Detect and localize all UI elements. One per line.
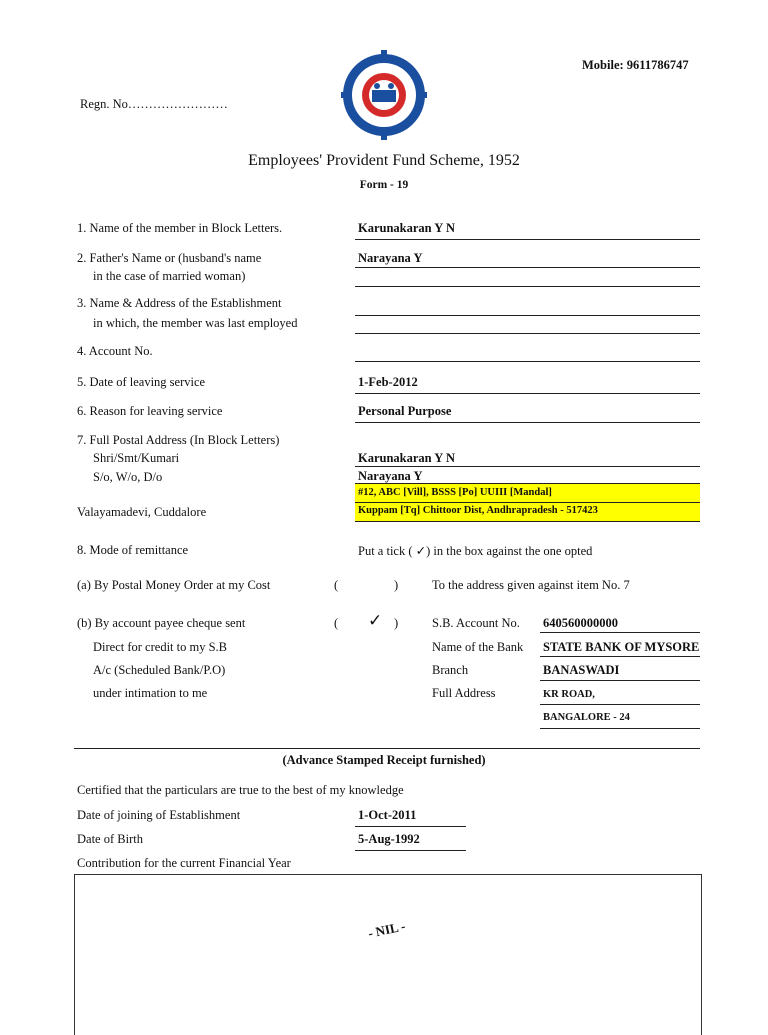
q7-underline-3 — [355, 502, 700, 503]
full-address-underline-1 — [540, 704, 700, 705]
q1-label: 1. Name of the member in Block Letters. — [77, 221, 283, 235]
q1-underline — [355, 239, 700, 240]
option-b-label-1: (b) By account payee cheque sent — [77, 616, 246, 630]
q7-relation: Narayana Y — [358, 469, 423, 483]
q2-underline-2 — [355, 286, 700, 287]
option-a-label: (a) By Postal Money Order at my Cost — [77, 578, 271, 592]
q2-underline-1 — [355, 267, 700, 268]
branch-underline — [540, 680, 700, 681]
q6-label: 6. Reason for leaving service — [77, 404, 223, 418]
bank-name-value: STATE BANK OF MYSORE — [543, 640, 700, 654]
dob-value: 5-Aug-1992 — [358, 832, 420, 846]
q7-address-line-1: #12, ABC [Vill], BSSS [Po] UUIII [Mandal] — [358, 487, 552, 498]
q1-value: Karunakaran Y N — [358, 221, 456, 235]
nil-text: - NIL - — [366, 918, 407, 941]
sb-account-label: S.B. Account No. — [432, 616, 520, 630]
dob-label: Date of Birth — [77, 832, 143, 846]
form-title: Employees' Provident Fund Scheme, 1952 — [248, 152, 520, 169]
registration-number: Regn. No…………………… — [80, 97, 228, 111]
doj-label: Date of joining of Establishment — [77, 808, 241, 822]
q3-underline-2 — [355, 333, 700, 334]
option-b-paren-open: ( — [334, 616, 339, 630]
option-a-paren-close: ) — [394, 578, 399, 592]
q2-label-1: 2. Father's Name or (husband's name — [77, 251, 262, 265]
q4-underline — [355, 361, 700, 362]
bank-name-underline — [540, 656, 700, 657]
certification-text: Certified that the particulars are true to the best of my knowledge — [77, 783, 404, 797]
option-a-checkbox[interactable] — [342, 576, 392, 594]
q8-label: 8. Mode of remittance — [77, 543, 189, 557]
q5-label: 5. Date of leaving service — [77, 375, 206, 389]
q7-name: Karunakaran Y N — [358, 451, 456, 465]
branch-value: BANASWADI — [543, 663, 620, 677]
full-address-value-1: KR ROAD, — [543, 689, 595, 700]
sb-account-underline — [540, 632, 700, 633]
q7-label-3: S/o, W/o, D/o — [93, 470, 163, 484]
mobile-number: Mobile: 9611786747 — [582, 58, 689, 72]
q2-value: Narayana Y — [358, 251, 423, 265]
contribution-box — [74, 874, 702, 1035]
q2-label-2: in the case of married woman) — [93, 269, 246, 283]
option-a-note: To the address given against item No. 7 — [432, 578, 630, 592]
dob-underline — [355, 850, 466, 851]
option-b-label-3: A/c (Scheduled Bank/P.O) — [93, 663, 226, 677]
epf-logo-icon — [341, 50, 427, 140]
q3-underline-1 — [355, 315, 700, 316]
q7-label-4: Valayamadevi, Cuddalore — [77, 505, 207, 519]
q5-value: 1-Feb-2012 — [358, 375, 418, 389]
form-number: Form - 19 — [359, 179, 409, 191]
q7-address-line-2: Kuppam [Tq] Chittoor Dist, Andhrapradesh - 517423 — [358, 505, 598, 516]
option-b-label-2: Direct for credit to my S.B — [93, 640, 227, 654]
sb-account-value: 640560000000 — [543, 616, 618, 630]
q6-value: Personal Purpose — [358, 404, 452, 418]
option-b-paren-close: ) — [394, 616, 399, 630]
doj-value: 1-Oct-2011 — [358, 808, 417, 822]
q7-underline-1 — [355, 466, 700, 467]
doj-underline — [355, 826, 466, 827]
receipt-note: (Advance Stamped Receipt furnished) — [282, 753, 486, 767]
q8-instruction: Put a tick ( ✓) in the box against the one opted — [358, 544, 593, 558]
bank-name-label: Name of the Bank — [432, 640, 524, 654]
q7-underline-4 — [355, 521, 700, 522]
full-address-underline-2 — [540, 728, 700, 729]
q6-underline — [355, 422, 700, 423]
section-divider — [74, 748, 700, 749]
option-b-label-4: under intimation to me — [93, 686, 208, 700]
option-a-paren-open: ( — [334, 578, 339, 592]
q3-label-2: in which, the member was last employed — [93, 316, 298, 330]
epf-logo — [341, 50, 427, 140]
q3-label-1: 3. Name & Address of the Establishment — [77, 296, 282, 310]
contribution-label: Contribution for the current Financial Year — [77, 856, 291, 870]
q5-underline — [355, 393, 700, 394]
q4-label: 4. Account No. — [77, 344, 153, 358]
option-b-tick-icon[interactable]: ✓ — [368, 611, 383, 631]
q7-label-2: Shri/Smt/Kumari — [93, 451, 180, 465]
q7-label-1: 7. Full Postal Address (In Block Letters) — [77, 433, 280, 447]
branch-label: Branch — [432, 663, 469, 677]
full-address-value-2: BANGALORE - 24 — [543, 712, 630, 723]
full-address-label: Full Address — [432, 686, 496, 700]
